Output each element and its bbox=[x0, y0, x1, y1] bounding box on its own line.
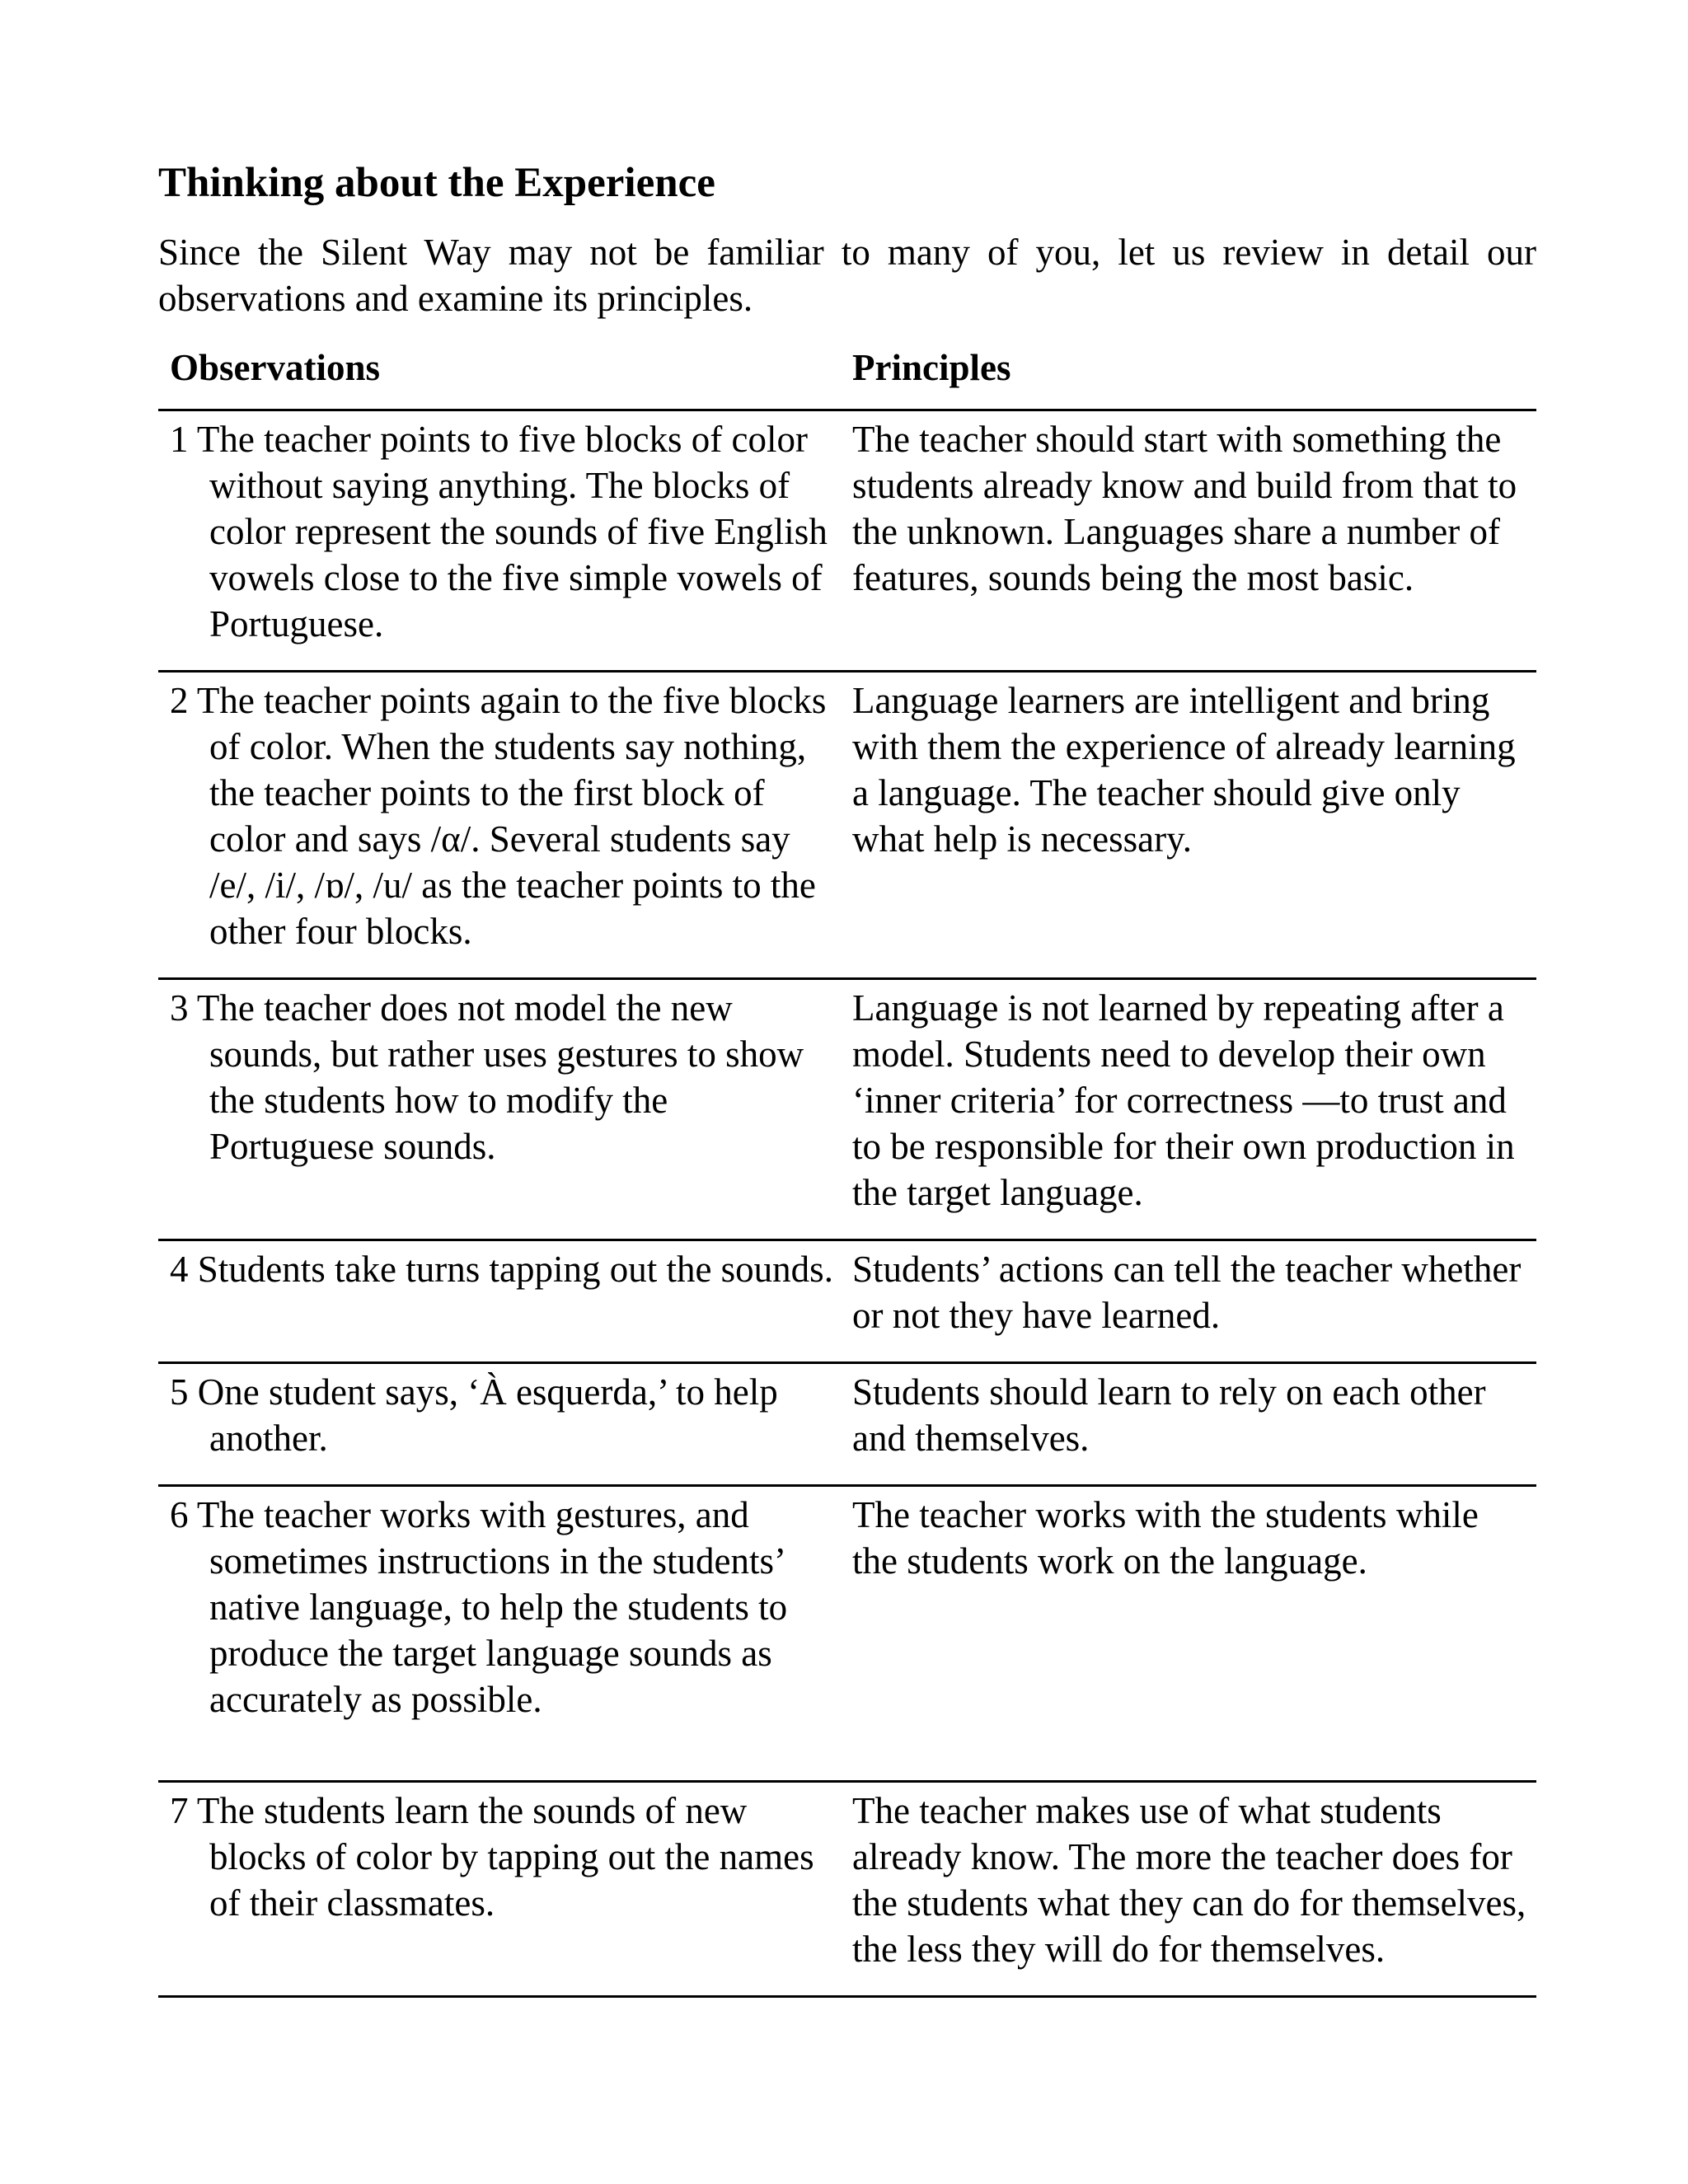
table-row bbox=[158, 1363, 1536, 1486]
principle-cell: Language is not learned by repeating after a model. Students need to develop their own ‘inner criteria’ for correctness —to trust and to be responsible for their own production in the target language. bbox=[847, 979, 1536, 1240]
observation-cell bbox=[158, 1363, 847, 1486]
header-observations: Observations bbox=[158, 341, 847, 410]
table-row bbox=[158, 1486, 1536, 1782]
table-row bbox=[158, 672, 1536, 979]
principle-cell: Language learners are intelligent and bring with them the experience of already learning a language. The teacher should give only what help is necessary. bbox=[847, 672, 1536, 979]
observation-cell bbox=[158, 979, 847, 1240]
observation-text: 5 One student says, ‘À esquerda,’ to help another. bbox=[170, 1371, 778, 1459]
observation-text: 1 The teacher points to five blocks of color without saying anything. The blocks of color represent the sounds of five English vowels close to the five simple vowels of Portuguese. bbox=[170, 419, 828, 644]
table-row bbox=[158, 1782, 1536, 1997]
observation-cell bbox=[158, 1240, 847, 1363]
observation-text: 3 The teacher does not model the new sounds, but rather uses gestures to show the students how to modify the Portuguese sounds. bbox=[170, 987, 804, 1167]
table-row bbox=[158, 1240, 1536, 1363]
principle-cell: The teacher should start with something the students already know and build from that to the unknown. Languages share a number of features, sounds being the most basic. bbox=[847, 410, 1536, 672]
section-heading: Thinking about the Experience bbox=[158, 160, 715, 206]
observation-cell bbox=[158, 1782, 847, 1997]
principle-cell: Students should learn to rely on each other and themselves. bbox=[847, 1363, 1536, 1486]
principle-cell: The teacher works with the students while the students work on the language. bbox=[847, 1486, 1536, 1782]
observation-text: 2 The teacher points again to the five blocks of color. When the students say nothing, the teacher points to the first block of color and says /α/. Several students say /e/, /i/, /ɒ/, /u/ as the teacher points to the other four blocks. bbox=[170, 680, 827, 952]
observation-text: 7 The students learn the sounds of new blocks of color by tapping out the names of their classmates. bbox=[170, 1790, 814, 1924]
header-principles: Principles bbox=[847, 341, 1536, 410]
observation-text: 6 The teacher works with gestures, and sometimes instructions in the students’ native language, to help the students to produce the target language sounds as accurately as possible. bbox=[170, 1494, 788, 1720]
table-row bbox=[158, 410, 1536, 672]
observation-text: 4 Students take turns tapping out the sounds. bbox=[170, 1249, 833, 1290]
principle-cell: Students’ actions can tell the teacher whether or not they have learned. bbox=[847, 1240, 1536, 1363]
observations-principles-table bbox=[158, 341, 1536, 1998]
observation-cell bbox=[158, 1486, 847, 1782]
table-row bbox=[158, 979, 1536, 1240]
document-page bbox=[158, 158, 1536, 1998]
observation-cell bbox=[158, 672, 847, 979]
observation-cell bbox=[158, 410, 847, 672]
table-header-row bbox=[158, 341, 1536, 410]
principle-cell: The teacher makes use of what students already know. The more the teacher does for the students what they can do for themselves, the less they will do for themselves. bbox=[847, 1782, 1536, 1997]
intro-paragraph: Since the Silent Way may not be familiar to many of you, let us review in detail our observations and examine its principles. bbox=[158, 232, 1536, 319]
